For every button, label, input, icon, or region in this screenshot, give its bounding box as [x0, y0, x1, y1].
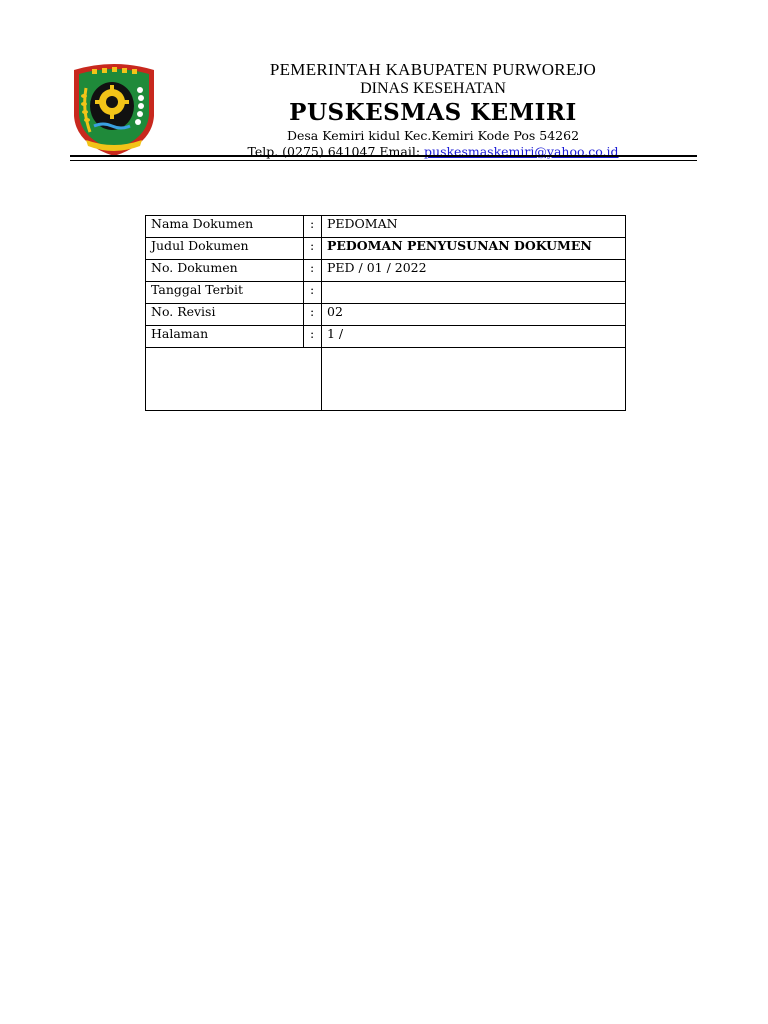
row-separator: : — [304, 326, 322, 348]
row-value: PED / 01 / 2022 — [322, 260, 626, 282]
header-rule-thin — [70, 160, 697, 161]
institution-title: PUSKESMAS KEMIRI — [289, 99, 577, 126]
table-row — [146, 282, 626, 304]
contact-line — [200, 144, 666, 160]
header-rule-thick — [70, 155, 697, 157]
row-separator: : — [304, 282, 322, 304]
row-separator: : — [304, 216, 322, 238]
row-label: Tanggal Terbit — [146, 282, 304, 304]
row-separator: : — [304, 304, 322, 326]
address-line: Desa Kemiri kidul Kec.Kemiri Kode Pos 54262 — [286, 128, 580, 143]
purworejo-emblem-logo — [68, 60, 160, 158]
letterhead — [200, 60, 666, 160]
table-row — [146, 260, 626, 282]
signature-cell-left — [146, 348, 322, 411]
table-row — [146, 238, 626, 260]
row-label: Nama Dokumen — [146, 216, 304, 238]
phone-text: Telp. (0275) 641047 Email: — [247, 144, 425, 159]
row-value: 1 / — [322, 326, 626, 348]
row-value: PEDOMAN — [322, 216, 626, 238]
row-separator: : — [304, 238, 322, 260]
row-label: No. Dokumen — [146, 260, 304, 282]
row-value: PEDOMAN PENYUSUNAN DOKUMEN — [322, 238, 626, 260]
row-separator: : — [304, 260, 322, 282]
signature-cell-right — [322, 348, 626, 411]
row-value — [322, 282, 626, 304]
row-label: No. Revisi — [146, 304, 304, 326]
government-name: PEMERINTAH KABUPATEN PURWOREJO — [269, 60, 597, 79]
row-label: Judul Dokumen — [146, 238, 304, 260]
table-row — [146, 326, 626, 348]
table-row — [146, 216, 626, 238]
department-name: DINAS KESEHATAN — [360, 80, 506, 97]
table-row — [146, 304, 626, 326]
row-label: Halaman — [146, 326, 304, 348]
signature-row — [146, 348, 626, 411]
email-link[interactable]: puskesmaskemiri@yahoo.co.id — [424, 144, 619, 159]
row-value: 02 — [322, 304, 626, 326]
document-info-table — [145, 215, 626, 411]
